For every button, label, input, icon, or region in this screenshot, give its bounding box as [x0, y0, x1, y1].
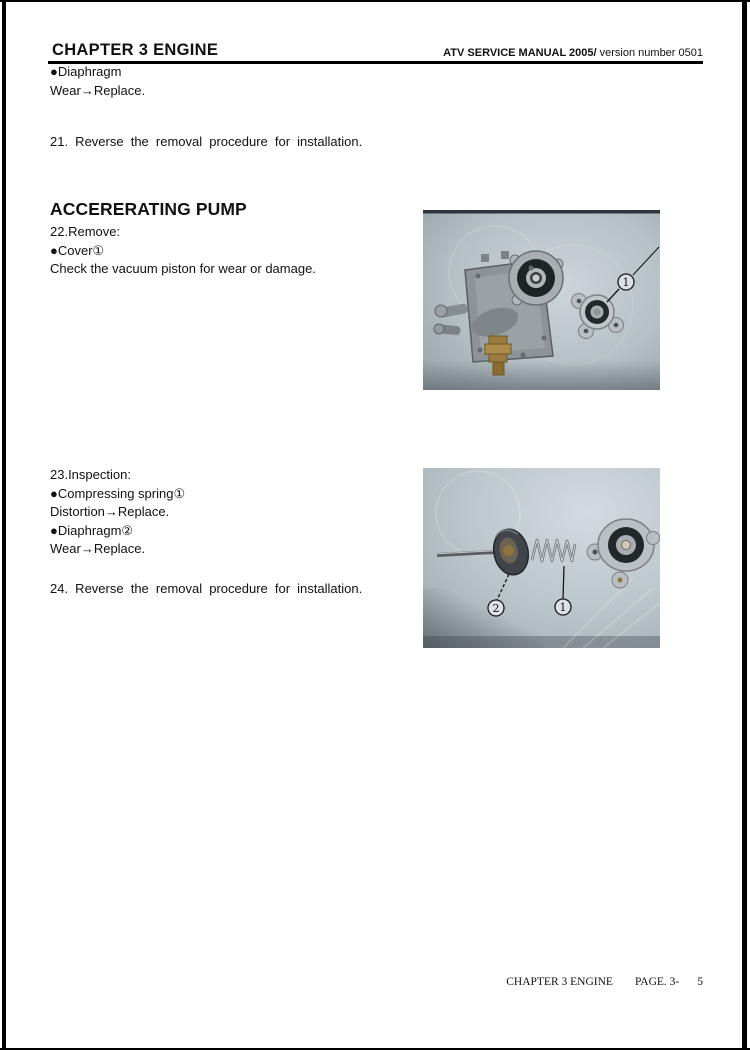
- inspection-section: [50, 466, 372, 598]
- footer-chapter: CHAPTER 3 ENGINE: [506, 976, 613, 988]
- bullet-cover-line: ●Cover①: [50, 242, 105, 258]
- page-footer: [506, 976, 703, 988]
- distortion-replace-line: Distortion→Replace.: [50, 504, 170, 519]
- figure-2-callout-1-label: 1: [559, 601, 567, 614]
- manual-title: [443, 47, 703, 59]
- page-border-left: [2, 0, 6, 1050]
- section-heading: ACCERERATING PUMP: [50, 199, 247, 219]
- header-rule: [48, 61, 703, 64]
- bullet-spring-line: ●Compressing spring①: [50, 485, 186, 501]
- figure-2-callout-2-label: 2: [492, 602, 500, 615]
- step-24-paragraph: 24. Reverse the removal procedure for installation.: [50, 580, 363, 596]
- manual-title-bold: ATV SERVICE MANUAL 2005/: [443, 47, 597, 59]
- footer-page-number: 5: [697, 976, 703, 988]
- footer-page-label: PAGE. 3-: [634, 976, 680, 988]
- wear-replace-line-1: Wear→Replace.: [50, 82, 146, 98]
- figure-2-illustration: [423, 468, 660, 648]
- figure-1-callout-1-label: 1: [622, 276, 630, 289]
- check-vacuum-line: Check the vacuum piston for wear or damage.: [50, 261, 316, 276]
- figure-1-illustration: [423, 210, 660, 390]
- figure-pump-parts-photo: [423, 468, 660, 648]
- step-23-line: 23.Inspection:: [50, 467, 131, 482]
- figure-pump-cover-photo: [423, 210, 660, 390]
- accelerating-pump-section: [50, 199, 316, 279]
- step-21-paragraph: 21. Reverse the removal procedure for installation.: [50, 134, 363, 149]
- wear-replace-line-2: Wear→Replace.: [50, 541, 146, 556]
- page-border-top: [0, 0, 750, 2]
- diaphragm-wear-block: [50, 63, 145, 100]
- bullet-diaphragm-2-line: ●Diaphragm②: [50, 522, 134, 538]
- bullet-diaphragm-line: ●Diaphragm: [50, 64, 122, 79]
- step-22-line: 22.Remove:: [50, 224, 121, 239]
- manual-title-version: version number 0501: [596, 47, 703, 59]
- chapter-title: CHAPTER 3 ENGINE: [52, 41, 219, 59]
- page-border-right: [742, 0, 747, 1050]
